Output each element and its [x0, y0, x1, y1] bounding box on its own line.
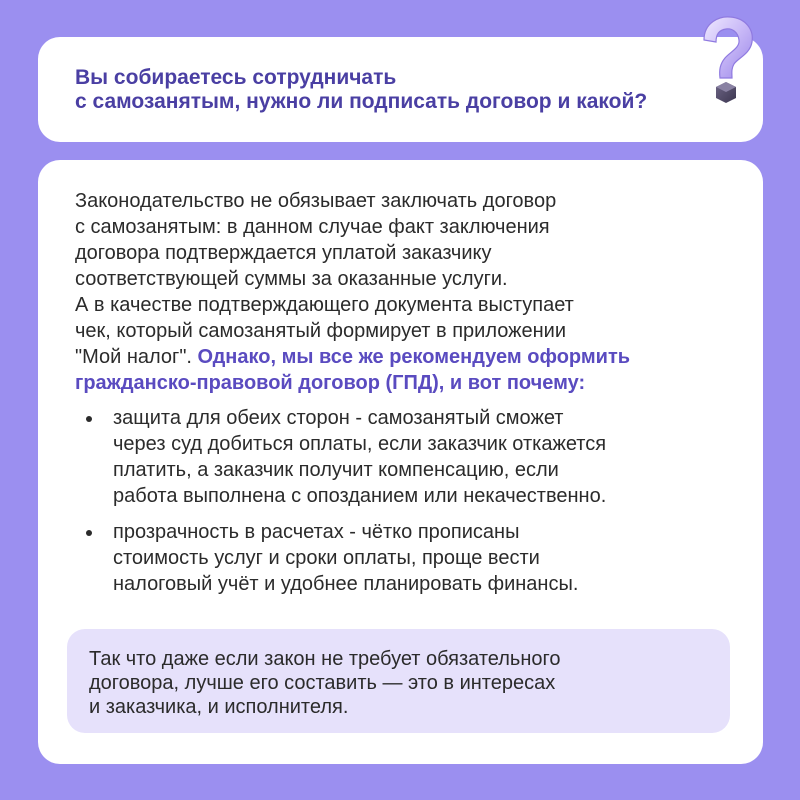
- reasons-list: [75, 405, 755, 607]
- conclusion-text: [89, 647, 708, 719]
- bullet-line: защита для обеих сторон - самозанятый сможет: [113, 407, 564, 429]
- question-card: [38, 37, 763, 142]
- question-heading: [75, 66, 735, 114]
- conclusion-line: договора, лучше его составить — это в интересах: [89, 672, 556, 694]
- conclusion-line: Так что даже если закон не требует обязательного: [89, 648, 561, 670]
- answer-card: [38, 160, 763, 764]
- recommendation-highlight: Однако, мы все же рекомендуем оформить: [197, 346, 631, 368]
- bullet-line: через суд добиться оплаты, если заказчик откажется: [113, 433, 607, 455]
- list-item: [75, 405, 755, 509]
- intro-line: Законодательство не обязывает заключать договор: [75, 190, 557, 212]
- bullet-line: стоимость услуг и сроки оплаты, проще вести: [113, 547, 540, 569]
- question-line-1: Вы собираетесь сотрудничать: [75, 66, 397, 89]
- bullet-dot-icon: [86, 530, 92, 536]
- bullet-line: платить, а заказчик получит компенсацию, если: [113, 459, 559, 481]
- question-mark-3d-icon: [690, 12, 760, 122]
- conclusion-line: и заказчика, и исполнителя.: [89, 696, 349, 718]
- intro-paragraph: [75, 188, 745, 396]
- intro-line: договора подтверждается уплатой заказчику: [75, 242, 492, 264]
- intro-line: с самозанятым: в данном случае факт заключения: [75, 216, 550, 238]
- list-item: [75, 519, 755, 597]
- intro-line: А в качестве подтверждающего документа выступает: [75, 294, 574, 316]
- intro-line: "Мой налог".: [75, 346, 198, 368]
- bullet-line: прозрачность в расчетах - чётко прописаны: [113, 521, 520, 543]
- recommendation-highlight: гражданско-правовой договор (ГПД), и вот почему:: [75, 372, 586, 394]
- conclusion-box: [67, 629, 730, 733]
- question-line-2: с самозанятым, нужно ли подписать договор и какой?: [75, 90, 648, 113]
- intro-line: чек, который самозанятый формирует в приложении: [75, 320, 567, 342]
- bullet-line: налоговый учёт и удобнее планировать финансы.: [113, 573, 579, 595]
- bullet-line: работа выполнена с опозданием или некачественно.: [113, 485, 607, 507]
- intro-line: соответствующей суммы за оказанные услуги.: [75, 268, 508, 290]
- bullet-dot-icon: [86, 416, 92, 422]
